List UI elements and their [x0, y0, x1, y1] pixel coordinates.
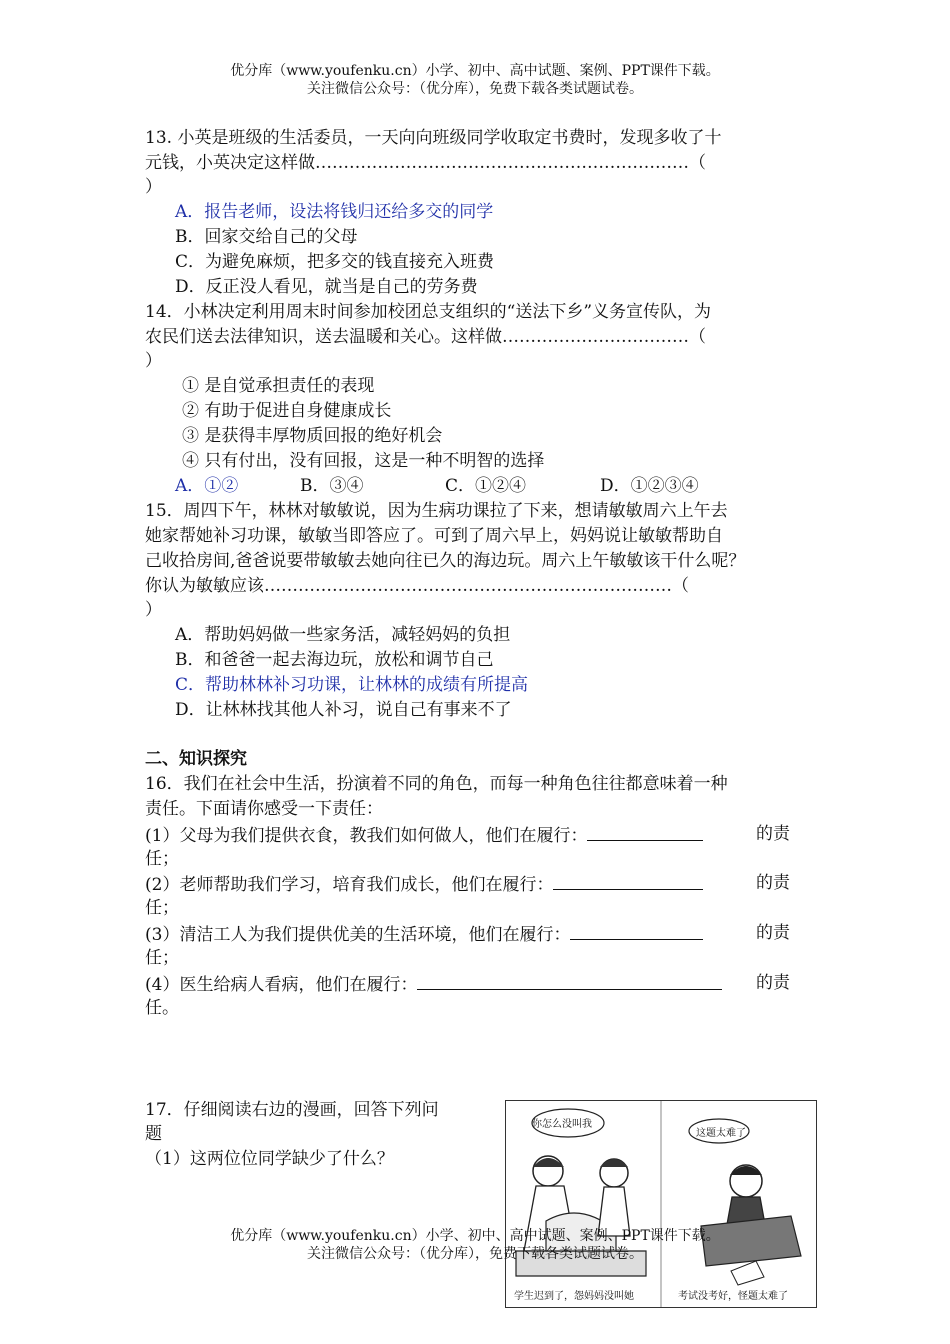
comic-caption-right: 考试没考好，怪题太难了 [678, 1291, 788, 1302]
q13-option-d: D．反正没人看见，就当是自己的劳务费 [175, 277, 478, 297]
q16-item-2-wrap: 任； [145, 898, 179, 918]
q14-statement-3: ③ 是获得丰厚物质回报的绝好机会 [182, 426, 443, 446]
q14-line-1: 14．小林决定利用周末时间参加校团总支组织的“送法下乡”义务宣传队，为 [145, 302, 712, 322]
q16-item-4-wrap: 任。 [145, 998, 179, 1018]
q13-line-1: 13. 小英是班级的生活委员，一天向向班级同学收取定书费时，发现多收了十 [145, 128, 722, 148]
comic-bubble-left: 你怎么没叫我 [532, 1119, 592, 1130]
q15-option-b: B．和爸爸一起去海边玩，放松和调节自己 [175, 650, 494, 670]
q15-option-a: A．帮助妈妈做一些家务活，减轻妈妈的负担 [175, 625, 511, 645]
q13-option-b: B．回家交给自己的父母 [175, 227, 358, 247]
q15-line-1: 15．周四下午，林林对敏敏说，因为生病功课拉了下来，想请敏敏周六上午去 [145, 501, 728, 521]
comic-bubble-right: 这题太难了 [696, 1128, 746, 1139]
q15-line-5: ） [145, 600, 162, 620]
q15-line-2: 她家帮她补习功课，敏敏当即答应了。可到了周六早上，妈妈说让敏敏帮助自 [145, 526, 723, 546]
q16-item-4-text: (4）医生给病人看病，他们在履行： [145, 975, 418, 995]
q14-option-d: D．①②③④ [600, 476, 699, 496]
q14-line-2: 农民们送去法律知识，送去温暖和关心。这样做……………………………（ [145, 327, 706, 347]
q14-statement-1: ① 是自觉承担责任的表现 [182, 376, 375, 396]
header-line-1: 优分库（www.youfenku.cn）小学、初中、高中试题、案例、PPT课件下载。 [230, 63, 720, 79]
q16-item-3 [145, 921, 703, 947]
q16-item-1 [145, 822, 703, 848]
q16-item-2-text: (2）老师帮助我们学习，培育我们成长，他们在履行： [145, 875, 554, 895]
q14-option-c: C．①②④ [445, 476, 527, 496]
q16-item-3-wrap: 任； [145, 948, 179, 968]
page-header [0, 62, 950, 98]
q13-line-2: 元钱，小英决定这样做…………………………………………………………（ [145, 153, 706, 173]
footer-line-2: 关注微信公众号：（优分库），免费下载各类试题试卷。 [307, 1246, 643, 1262]
comic-drawing [506, 1101, 816, 1307]
q13-option-a: A．报告老师，设法将钱归还给多交的同学 [175, 202, 494, 222]
q14-option-b: B．③④ [300, 476, 364, 496]
comic-illustration [505, 1100, 817, 1308]
page-footer [0, 1227, 950, 1263]
q16-answer-blank-1[interactable] [587, 822, 703, 841]
q16-item-2-suffix: 的责 [756, 873, 790, 893]
q13-option-c: C．为避免麻烦，把多交的钱直接充入班费 [175, 252, 495, 272]
q16-item-2 [145, 871, 703, 897]
q16-item-3-suffix: 的责 [756, 923, 790, 943]
q16-line-1: 16．我们在社会中生活，扮演着不同的角色，而每一种角色往往都意味着一种 [145, 774, 728, 794]
q17-line-2: 题 [145, 1124, 162, 1144]
q16-line-2: 责任。下面请你感受一下责任： [145, 799, 383, 819]
q16-answer-blank-4[interactable] [417, 971, 722, 990]
q17-line-1: 17．仔细阅读右边的漫画，回答下列问 [145, 1100, 439, 1120]
q14-option-a: A．①② [175, 476, 239, 496]
q14-line-3: ） [145, 351, 162, 371]
q13-line-3: ） [145, 177, 162, 197]
header-line-2: 关注微信公众号：（优分库），免费下载各类试题试卷。 [307, 81, 643, 97]
q16-answer-blank-2[interactable] [553, 871, 703, 890]
q17-line-3: （1）这两位位同学缺少了什么？ [145, 1149, 394, 1169]
q16-item-3-text: (3）清洁工人为我们提供优美的生活环境，他们在履行： [145, 925, 571, 945]
section-title: 二、知识探究 [145, 749, 247, 769]
q16-item-4-suffix: 的责 [756, 973, 790, 993]
q16-item-1-wrap: 任； [145, 849, 179, 869]
q14-statement-4: ④ 只有付出，没有回报，这是一种不明智的选择 [182, 451, 545, 471]
q16-answer-blank-3[interactable] [570, 921, 703, 940]
q15-option-c: C．帮助林林补习功课，让林林的成绩有所提高 [175, 675, 529, 695]
footer-line-1: 优分库（www.youfenku.cn）小学、初中、高中试题、案例、PPT课件下载。 [230, 1228, 720, 1244]
q16-item-1-text: (1）父母为我们提供衣食，教我们如何做人，他们在履行： [145, 826, 588, 846]
q15-option-d: D．让林林找其他人补习，说自己有事来不了 [175, 700, 512, 720]
q16-item-4 [145, 971, 722, 997]
q15-line-3: 己收拾房间,爸爸说要带敏敏去她向往已久的海边玩。周六上午敏敏该干什么呢？ [145, 551, 746, 571]
q16-item-1-suffix: 的责 [756, 824, 790, 844]
comic-caption-left: 学生迟到了，怨妈妈没叫她 [514, 1291, 634, 1302]
q15-line-4: 你认为敏敏应该………………………………………………………………（ [145, 576, 689, 596]
q14-statement-2: ② 有助于促进自身健康成长 [182, 401, 392, 421]
